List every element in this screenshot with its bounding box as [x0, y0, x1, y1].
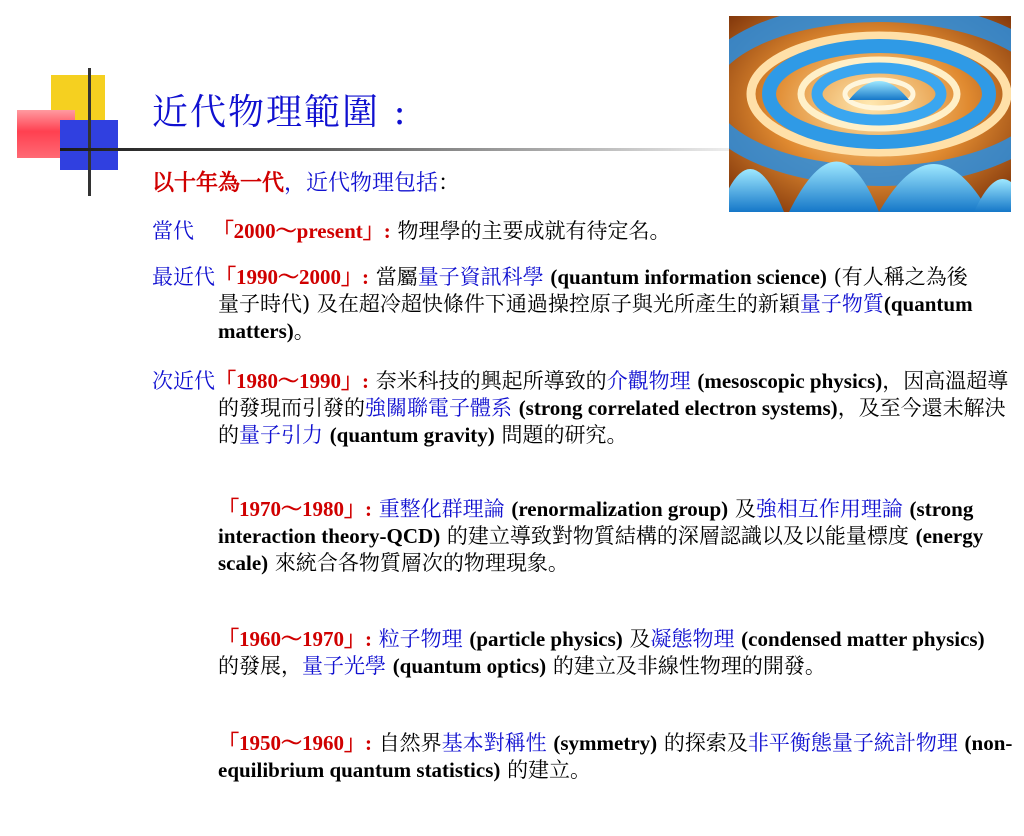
- english-term: (quantum gravity): [329, 423, 495, 447]
- paragraph-text: 及: [734, 497, 756, 521]
- highlight-term: 量子資訊科學: [417, 265, 544, 289]
- era-years: 「1990～2000」:: [215, 265, 369, 289]
- english-term: (condensed matter physics): [741, 627, 985, 651]
- highlight-term: 介觀物理: [606, 369, 691, 393]
- paragraph-text: 的探索及: [663, 731, 748, 755]
- era-label: 次近代: [152, 369, 215, 393]
- highlight-term: 量子引力: [239, 423, 323, 447]
- paragraph-1950s: [218, 730, 1018, 784]
- paragraph-text: ，及至今還未解決的: [218, 396, 1006, 447]
- english-term: (mesoscopic physics): [697, 369, 883, 393]
- highlight-term: 強關聯電子體系: [365, 396, 512, 420]
- paragraph-text: 的發展，: [218, 654, 302, 678]
- english-term: (renormalization group): [511, 497, 729, 521]
- highlight-term: 凝態物理: [650, 627, 735, 651]
- paragraph-text: (有人稱之為後量子時代) 及在超冷超快條件下通過操控原子與光所產生的新穎: [218, 265, 968, 316]
- paragraph-text: 的建立及非線性物理的開發。: [552, 654, 826, 678]
- english-term: (strong interaction theory-QCD): [218, 497, 974, 548]
- english-term: (symmetry): [553, 731, 658, 755]
- english-term: (non-equilibrium quantum statistics): [218, 731, 1013, 782]
- highlight-term: 粒子物理: [378, 627, 463, 651]
- subtitle: [152, 166, 460, 197]
- subtitle-blue: ，近代物理包括: [284, 171, 439, 196]
- english-term: (quantum matters): [218, 292, 973, 343]
- page-title: 近代物理範圍 :: [152, 92, 408, 133]
- paragraph-contemporary: [152, 218, 1012, 245]
- paragraph-text: 。: [293, 319, 315, 343]
- quantum-wave-image: [729, 16, 1011, 212]
- paragraph-1960s: [218, 626, 1010, 680]
- era-years: 「1980～1990」:: [215, 369, 369, 393]
- paragraph-sub-recent: [152, 368, 1012, 449]
- english-term: (strong correlated electron systems): [518, 396, 838, 420]
- era-years: 「1960～1970」:: [218, 627, 372, 651]
- era-years: 「2000～present」:: [212, 219, 391, 243]
- era-years: 「1970～1980」:: [218, 497, 372, 521]
- deco-vertical-line: [88, 68, 91, 196]
- highlight-term: 強相互作用理論: [755, 497, 903, 521]
- paragraph-text: 的建立導致對物質結構的深層認識以及以能量標度: [446, 524, 909, 548]
- english-term: (quantum optics): [392, 654, 547, 678]
- title-rule: [60, 148, 730, 151]
- paragraph-text: 奈米科技的興起所導致的: [375, 369, 607, 393]
- highlight-term: 基本對稱性: [441, 731, 547, 755]
- highlight-term: 量子光學: [302, 654, 386, 678]
- paragraph-recent: [152, 264, 982, 345]
- highlight-term: 量子物質: [799, 292, 884, 316]
- paragraph-1970s: [218, 496, 1010, 577]
- highlight-term: 非平衡態量子統計物理: [747, 731, 958, 755]
- paragraph-text: 自然界: [378, 731, 442, 755]
- subtitle-colon: ：: [438, 171, 461, 196]
- era-label: 當代: [152, 219, 194, 243]
- paragraph-text: 及: [629, 627, 651, 651]
- paragraph-text: 來統合各物質層次的物理現象。: [274, 551, 569, 575]
- english-term: (energy scale): [218, 524, 984, 575]
- era-years: 「1950～1960」:: [218, 731, 372, 755]
- english-term: (quantum information science): [550, 265, 827, 289]
- era-label: 最近代: [152, 265, 215, 289]
- paragraph-text: ，因高溫超導的發現而引發的: [218, 369, 1009, 420]
- subtitle-red: 以十年為一代: [152, 170, 285, 196]
- paragraph-text: 問題的研究。: [501, 423, 628, 447]
- highlight-term: 重整化群理論: [378, 497, 505, 521]
- paragraph-text: 的建立。: [507, 758, 592, 782]
- paragraph-text: 物理學的主要成就有待定名。: [397, 219, 671, 243]
- paragraph-text: 當屬: [375, 265, 418, 289]
- english-term: (particle physics): [469, 627, 623, 651]
